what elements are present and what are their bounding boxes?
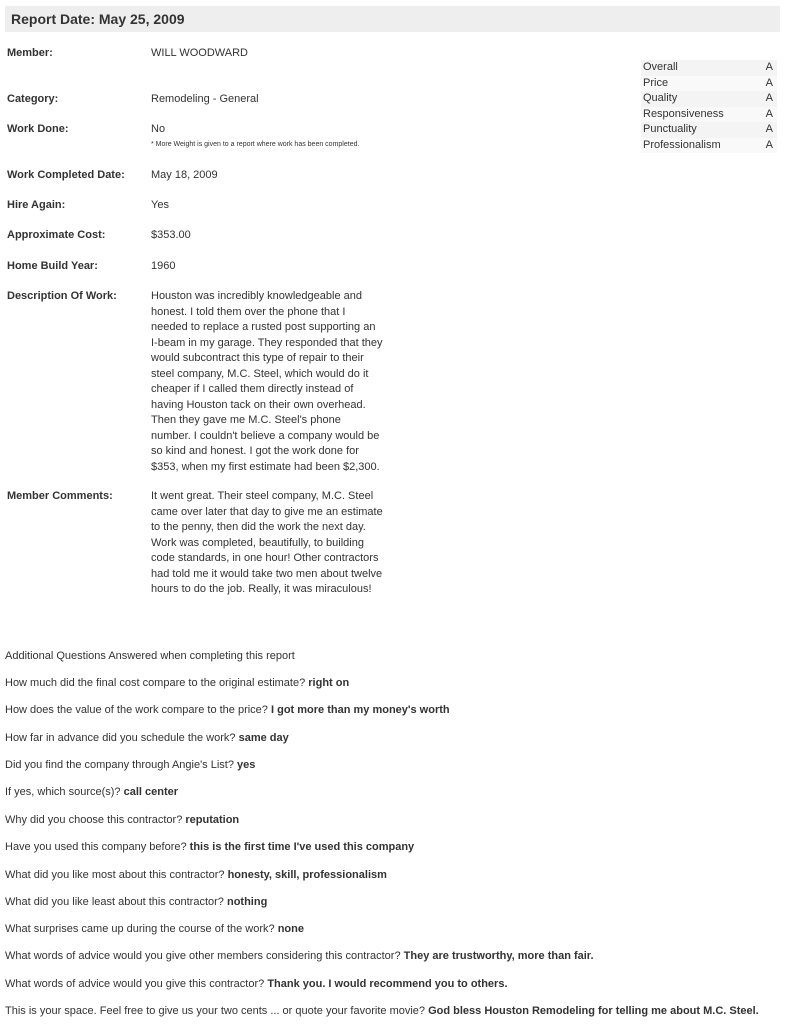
question-item [5, 869, 387, 881]
rating-label: Overall [643, 61, 678, 73]
question-text: What words of advice would you give other members considering this contractor? [5, 950, 401, 962]
work-done-label: Work Done: [7, 123, 69, 135]
answer-text: same day [238, 732, 289, 744]
rating-grade: A [765, 61, 773, 73]
question-item [5, 759, 255, 771]
question-text: Why did you choose this contractor? [5, 814, 183, 826]
rating-row [641, 138, 777, 154]
rating-label: Quality [643, 92, 678, 104]
question-item [5, 1005, 759, 1017]
member-comments-text: It went great. Their steel company, M.C. Steel came over later that day to give me an estimate to the penny, then did the work the next day. Work was completed, beautifully, to building code standards, in one hour! Other contractors had told me it would take two men about twelve hours to do the job. Really, it was miraculous! [151, 490, 383, 595]
answer-text: none [277, 923, 304, 935]
rating-row [641, 76, 777, 92]
rating-row [641, 107, 777, 123]
rating-label: Responsiveness [643, 107, 724, 120]
answer-text: God bless Houston Remodeling for telling me about M.C. Steel. [428, 1005, 759, 1017]
work-done-value: No [151, 123, 166, 135]
approximate-cost-value: $353.00 [151, 229, 191, 241]
member-value: WILL WOODWARD [151, 47, 248, 59]
rating-grade: A [765, 76, 773, 89]
question-text: Did you find the company through Angie's List? [5, 759, 234, 771]
answer-text: honesty, skill, professionalism [227, 869, 387, 881]
question-item [5, 786, 178, 798]
answer-text: nothing [226, 896, 268, 908]
question-item [5, 732, 289, 744]
answer-text: right on [308, 677, 350, 689]
hire-again-label: Hire Again: [7, 199, 66, 211]
answer-text: They are trustworthy, more than fair. [403, 950, 594, 962]
question-text: If yes, which source(s)? [5, 786, 121, 798]
rating-row [641, 60, 777, 76]
rating-row [641, 122, 777, 138]
work-completed-date-value: May 18, 2009 [151, 169, 218, 181]
home-build-year-value: 1960 [151, 260, 176, 272]
question-text: What words of advice would you give this contractor? [5, 978, 265, 990]
ratings-table [641, 60, 777, 153]
rating-grade: A [765, 138, 773, 151]
additional-questions-heading: Additional Questions Answered when completing this report [5, 650, 295, 662]
answer-text: call center [123, 786, 179, 798]
category-value: Remodeling - General [151, 93, 259, 105]
question-text: Have you used this company before? [5, 841, 187, 853]
answer-text: I got more than my money's worth [270, 704, 450, 716]
question-item [5, 704, 450, 716]
answer-text: this is the first time I've used this company [189, 841, 415, 853]
member-label: Member: [7, 47, 53, 59]
question-item [5, 978, 508, 990]
rating-row [641, 91, 777, 107]
answer-text: reputation [185, 814, 240, 826]
rating-label: Professionalism [643, 138, 721, 151]
question-text: What did you like most about this contractor? [5, 869, 225, 881]
answer-text: Thank you. I would recommend you to others. [267, 978, 508, 990]
description-of-work-label: Description Of Work: [7, 290, 117, 302]
work-completed-date-label: Work Completed Date: [7, 169, 125, 181]
rating-label: Punctuality [643, 123, 697, 135]
hire-again-value: Yes [151, 199, 169, 211]
report-date-header: Report Date: May 25, 2009 [5, 6, 780, 32]
home-build-year-label: Home Build Year: [7, 260, 98, 272]
rating-label: Price [643, 76, 669, 89]
question-item [5, 814, 239, 826]
question-text: How far in advance did you schedule the work? [5, 732, 236, 744]
member-comments-label: Member Comments: [7, 490, 113, 502]
rating-grade: A [765, 92, 773, 104]
question-text: How does the value of the work compare to the price? [5, 704, 268, 716]
question-item [5, 950, 594, 962]
question-text: What surprises came up during the course of the work? [5, 923, 275, 935]
description-of-work-text: Houston was incredibly knowledgeable and honest. I told them over the phone that I needed to replace a rusted post supporting an I-beam in my garage. They responded that they would subcontract this type of repair to their steel company, M.C. Steel, which would do it cheaper if I called them directly instead of having Houston tack on their own overhead. Then they gave me M.C. Steel's phone number. I couldn't believe a company would be so kind and honest. I got the work done for $353, when my first estimate had been $2,300. [151, 290, 383, 473]
question-item [5, 677, 349, 689]
approximate-cost-label: Approximate Cost: [7, 229, 106, 241]
question-item [5, 896, 267, 908]
category-label: Category: [7, 93, 59, 105]
rating-grade: A [765, 123, 773, 135]
question-text: How much did the final cost compare to the original estimate? [5, 677, 306, 689]
question-item [5, 923, 304, 935]
question-item [5, 841, 414, 853]
rating-grade: A [765, 107, 773, 120]
work-done-note: * More Weight is given to a report where work has been completed. [151, 141, 360, 148]
question-text: This is your space. Feel free to give us your two cents ... or quote your favorite movie? [5, 1005, 426, 1017]
answer-text: yes [237, 759, 256, 771]
question-text: What did you like least about this contractor? [5, 896, 224, 908]
